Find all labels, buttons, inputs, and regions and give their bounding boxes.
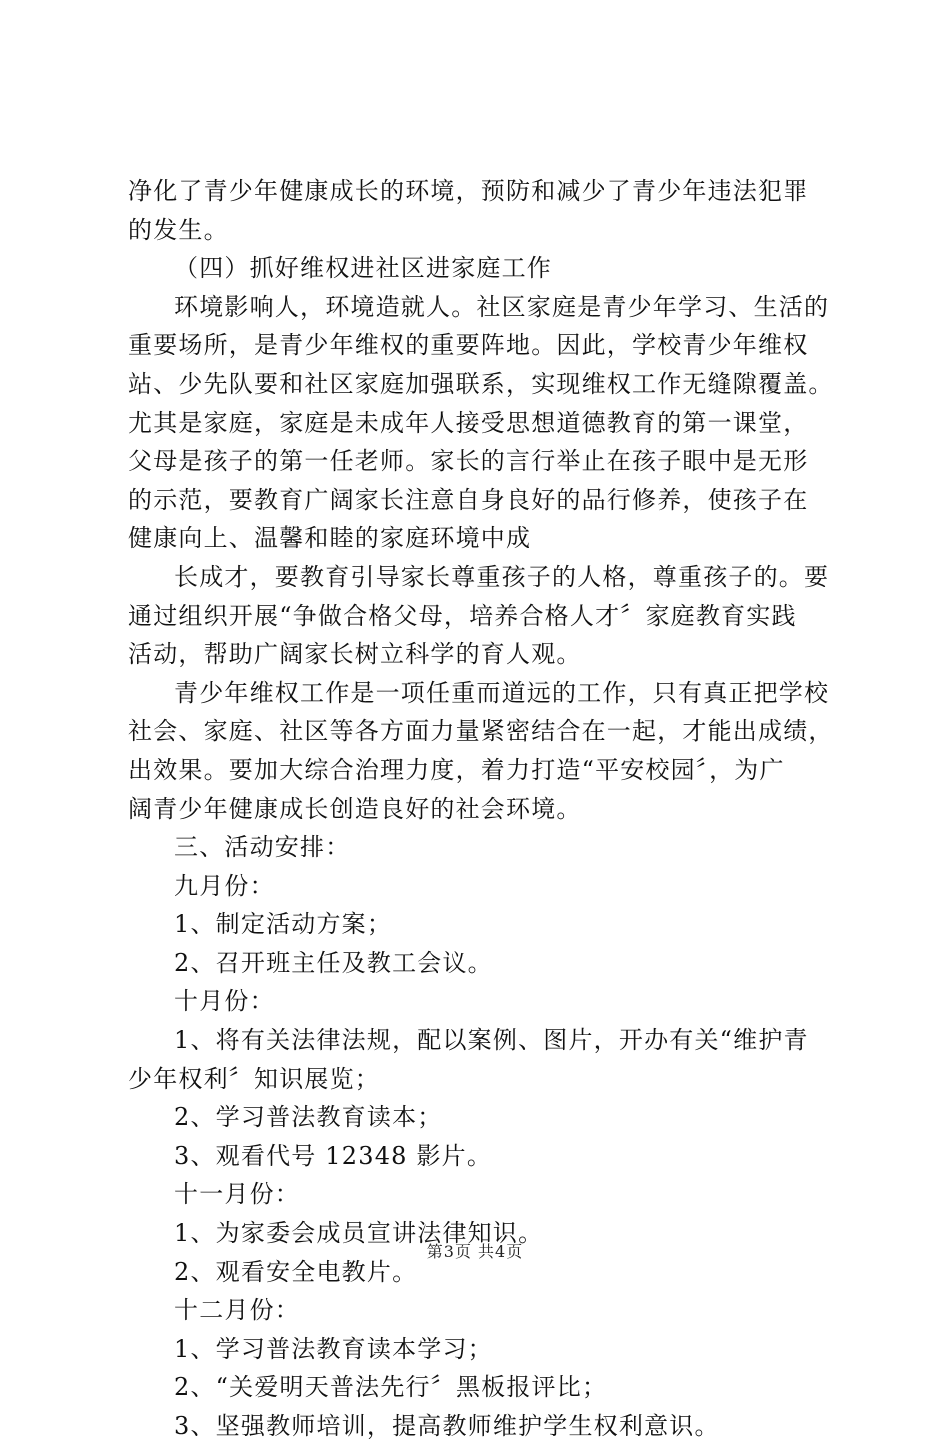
month-heading: 十一月份： (174, 1180, 300, 1209)
text-line: 长成才，要教育引导家长尊重孩子的人格，尊重孩子的。要 (174, 562, 830, 591)
text-line: 父母是孩子的第一任老师。家长的言行举止在孩子眼中是无形 (128, 447, 809, 476)
text-line: 站、少先队要和社区家庭加强联系，实现维权工作无缝隙覆盖。 (128, 369, 834, 398)
list-item: 2、召开班主任及教工会议。 (174, 948, 493, 977)
page-number-footer: 第3页 共4页 (426, 1242, 524, 1261)
text-line: 出效果。要加大综合治理力度，着力打造“平安校园〞，为广 (128, 755, 785, 784)
month-heading: 十二月份： (174, 1296, 300, 1325)
month-heading: 九月份： (174, 871, 275, 900)
text-line: 阔青少年健康成长创造良好的社会环境。 (128, 794, 582, 823)
text-line: 通过组织开展“争做合格父母，培养合格人才〞家庭教育实践 (128, 601, 797, 630)
list-item: 3、观看代号 12348 影片。 (174, 1141, 493, 1170)
text-line: 的示范，要教育广阔家长注意自身良好的品行修养，使孩子在 (128, 485, 809, 514)
text-line: 环境影响人，环境造就人。社区家庭是青少年学习、生活的 (174, 292, 830, 321)
text-line: 活动，帮助广阔家长树立科学的育人观。 (128, 640, 582, 669)
list-item: 1、为家委会成员宣讲法律知识。 (174, 1219, 544, 1248)
text-line: 的发生。 (128, 215, 229, 244)
list-item: 2、“关爱明天普法先行〞黑板报评比； (174, 1373, 608, 1402)
list-item: 2、学习普法教育读本； (174, 1103, 443, 1132)
list-item: 3、坚强教师培训，提高教师维护学生权利意识。 (174, 1412, 720, 1440)
text-line: 健康向上、温馨和睦的家庭环境中成 (128, 524, 532, 553)
list-item: 1、学习普法教育读本学习； (174, 1334, 493, 1363)
text-line: 青少年维权工作是一项任重而道远的工作，只有真正把学校 (174, 678, 830, 707)
list-item-continuation: 少年权利〞知识展览； (128, 1064, 380, 1093)
text-line: 净化了青少年健康成长的环境，预防和减少了青少年违法犯罪 (128, 177, 809, 205)
month-heading: 十月份： (174, 987, 275, 1016)
text-line: 尤其是家庭，家庭是未成年人接受思想道德教育的第一课堂， (128, 408, 809, 437)
list-item: 1、制定活动方案； (174, 910, 393, 939)
list-item: 2、观看安全电教片。 (174, 1257, 418, 1286)
section-heading: （四）抓好维权进社区进家庭工作 (174, 254, 552, 283)
text-line: 重要场所，是青少年维权的重要阵地。因此，学校青少年维权 (128, 331, 809, 360)
list-item: 1、将有关法律法规，配以案例、图片，开办有关“维护青 (174, 1026, 809, 1055)
text-line: 社会、家庭、社区等各方面力量紧密结合在一起，才能出成绩， (128, 717, 834, 746)
section-heading: 三、活动安排： (174, 833, 351, 862)
